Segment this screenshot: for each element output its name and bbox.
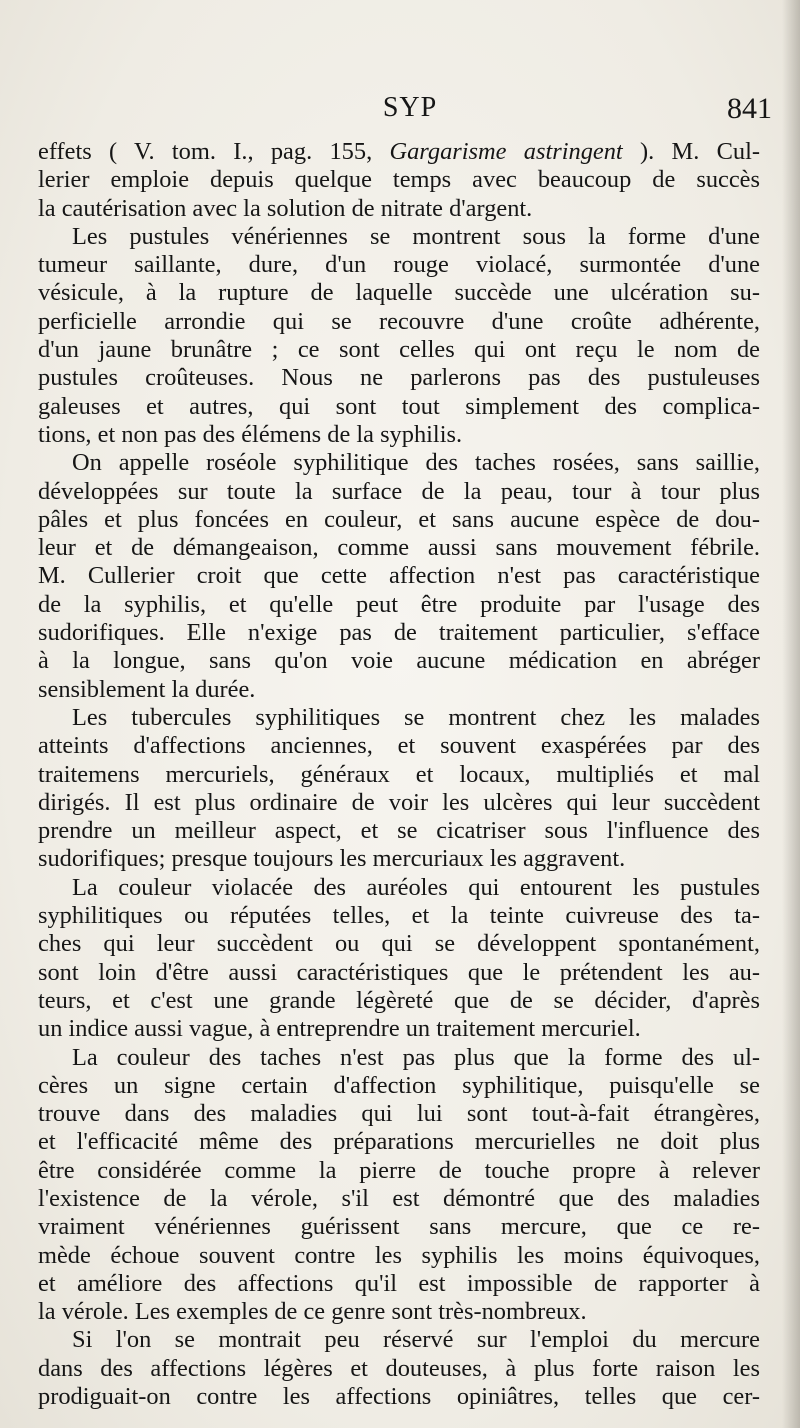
text-line: prodiguait-on contre les affections opiniâtres, telles que cer- (38, 1383, 760, 1411)
text-line: Les pustules vénériennes se montrent sous la forme d'une (72, 222, 760, 250)
text-line: traitemens mercuriels, généraux et locaux, multipliés et mal (38, 760, 760, 788)
text-line: vésicule, à la rupture de laquelle succède une ulcération su- (38, 279, 760, 307)
text-line: prendre un meilleur aspect, et se cicatriser sous l'influence des (38, 817, 760, 845)
page-edge-shadow (782, 0, 800, 1428)
text-line: pustules croûteuses. Nous ne parlerons pas des pustuleuses (38, 364, 760, 392)
text-line: et améliore des affections qu'il est impossible de rapporter à (38, 1269, 760, 1297)
text-line: être considérée comme la pierre de touche propre à relever (38, 1156, 760, 1184)
text-line: et l'efficacité même des préparations mercurielles ne doit plus (38, 1128, 760, 1156)
text-line: cères un signe certain d'affection syphilitique, puisqu'elle se (38, 1071, 760, 1099)
text-line: dirigés. Il est plus ordinaire de voir les ulcères qui leur succèdent (38, 788, 760, 816)
text-line: sudorifiques. Elle n'exige pas de traitement particulier, s'efface (38, 619, 760, 647)
text-line: perficielle arrondie qui se recouvre d'une croûte adhérente, (38, 307, 760, 335)
body-text (38, 138, 760, 1411)
page-header (60, 92, 772, 132)
text-line: M. Cullerier croit que cette affection n'est pas caractéristique (38, 562, 760, 590)
text-line: galeuses et autres, qui sont tout simplement des complica- (38, 392, 760, 420)
text-line: mède échoue souvent contre les syphilis les moins équivoques, (38, 1241, 760, 1269)
text-line: lerier emploie depuis quelque temps avec beaucoup de succès (38, 166, 760, 194)
text-line: tions, et non pas des élémens de la syphilis. (38, 420, 463, 448)
text-line: développées sur toute la surface de la peau, tour à tour plus (38, 477, 760, 505)
text-line: La couleur des taches n'est pas plus que la forme des ul- (72, 1043, 760, 1071)
text-line: effets ( V. tom. I., pag. 155, Gargarisme astringent ). M. Cul- (38, 138, 760, 165)
text-line: tumeur saillante, dure, d'un rouge violacé, surmontée d'une (38, 251, 760, 279)
text-line: syphilitiques ou réputées telles, et la teinte cuivreuse des ta- (38, 902, 760, 930)
text-line: dans des affections légères et douteuses, à plus forte raison les (38, 1354, 760, 1382)
text-line: leur et de démangeaison, comme aussi sans mouvement fébrile. (38, 534, 760, 562)
text-line: la vérole. Les exemples de ce genre sont très-nombreux. (38, 1298, 587, 1326)
text-line: vraiment vénériennes guérissent sans mercure, que ce re- (38, 1213, 760, 1241)
text-line: Si l'on se montrait peu réservé sur l'emploi du mercure (72, 1326, 760, 1354)
text-line: sensiblement la durée. (38, 675, 256, 703)
running-title: SYP (382, 92, 438, 123)
text-line: l'existence de la vérole, s'il est démontré que des maladies (38, 1184, 760, 1212)
text-line: un indice aussi vague, à entreprendre un traitement mercuriel. (38, 1015, 641, 1043)
text-line: pâles et plus foncées en couleur, et sans aucune espèce de dou- (38, 505, 760, 533)
text-line: la cautérisation avec la solution de nitrate d'argent. (38, 194, 533, 222)
text-line: Les tubercules syphilitiques se montrent chez les malades (72, 703, 760, 731)
text-line: On appelle roséole syphilitique des taches rosées, sans saillie, (72, 449, 760, 477)
text-line: ches qui leur succèdent ou qui se développent spontanément, (38, 930, 760, 958)
text-line: teurs, et c'est une grande légèreté que de se décider, d'après (38, 986, 760, 1014)
text-line: sont loin d'être aussi caractéristiques que le prétendent les au- (38, 958, 760, 986)
text-line: sudorifiques; presque toujours les mercuriaux les aggravent. (38, 845, 626, 873)
text-line: trouve dans des maladies qui lui sont tout-à-fait étrangères, (38, 1100, 760, 1128)
text-line: La couleur violacée des auréoles qui entourent les pustules (72, 873, 760, 901)
text-line: à la longue, sans qu'on voie aucune médication en abréger (38, 647, 760, 675)
italic-reference: Gargarisme astringent (389, 138, 623, 165)
page-number: 841 (727, 92, 772, 125)
text-line: d'un jaune brunâtre ; ce sont celles qui ont reçu le nom de (38, 336, 760, 364)
text-line: atteints d'affections anciennes, et souvent exaspérées par des (38, 732, 760, 760)
text-line: de la syphilis, et qu'elle peut être produite par l'usage des (38, 590, 760, 618)
